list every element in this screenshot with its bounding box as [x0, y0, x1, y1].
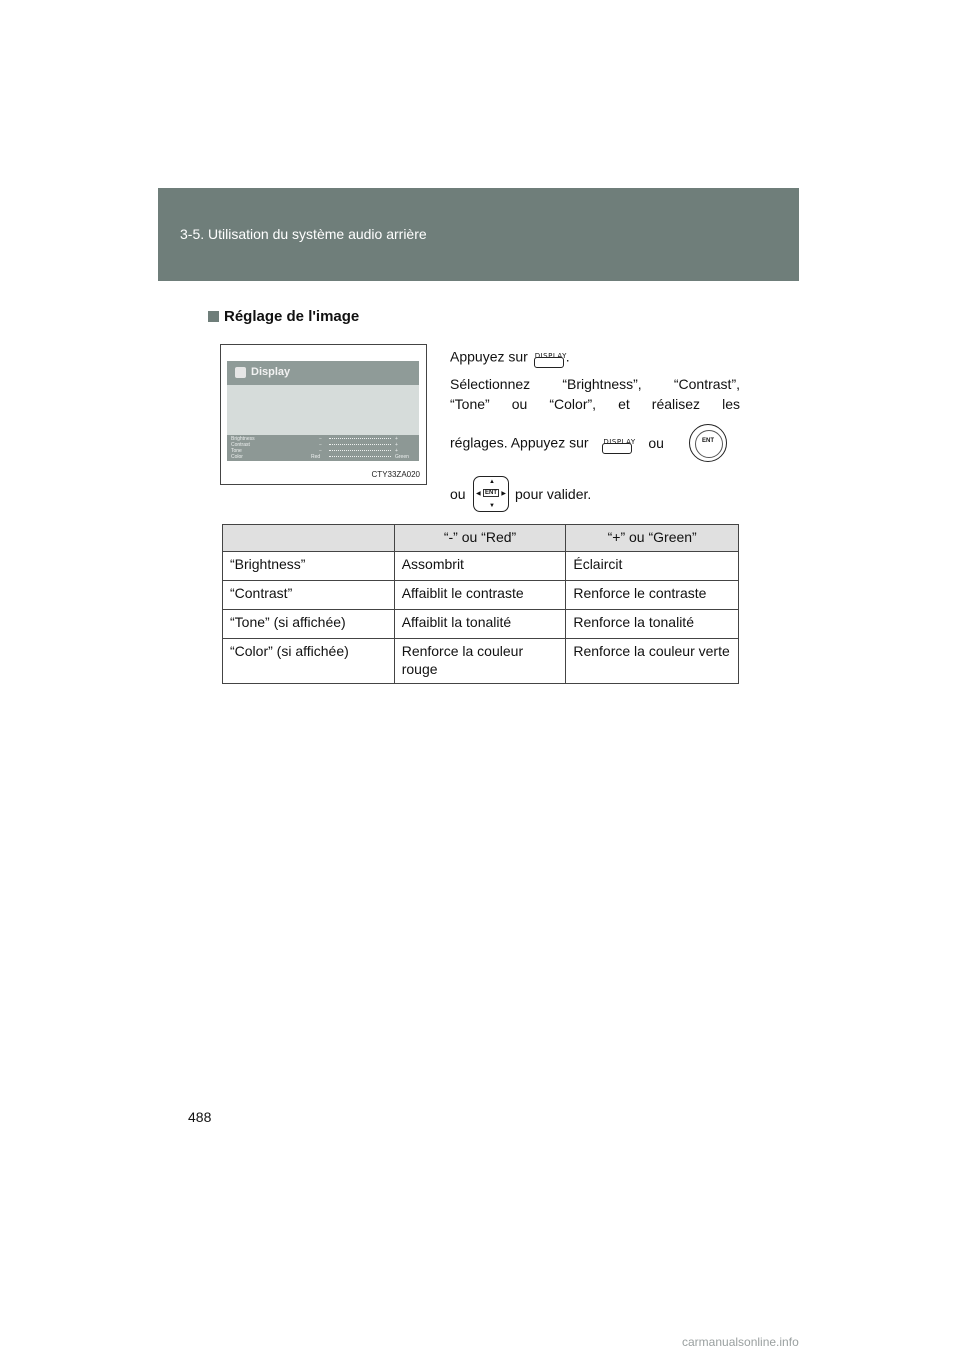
- minus-icon: −: [319, 448, 322, 454]
- table-cell: Affaiblit le contraste: [394, 581, 566, 610]
- table-cell: “Brightness”: [223, 552, 395, 581]
- table-header-cell: “+” ou “Green”: [566, 525, 739, 552]
- chapter-header: [158, 188, 799, 281]
- green-label: Green: [395, 454, 409, 460]
- table-cell: “Contrast”: [223, 581, 395, 610]
- display-button-icon: DISPLAY: [600, 432, 634, 456]
- settings-table: [222, 524, 739, 684]
- display-button-icon: DISPLAY: [532, 346, 566, 370]
- display-screen-illustration: [220, 344, 427, 485]
- instruction-para-line-3: réglages. Appuyez sur DISPLAY ou: [450, 432, 670, 456]
- table-header-cell: [223, 525, 395, 552]
- level-bar: [329, 444, 391, 447]
- red-label: Red: [311, 454, 321, 460]
- ent-dpad-icon: ▲ ▼ ◀ ▶ ENT: [473, 476, 509, 512]
- screen: [227, 361, 419, 461]
- table-cell: Affaiblit la tonalité: [394, 610, 566, 639]
- arrow-left-icon: ◀: [476, 491, 481, 497]
- table-header-row: [223, 525, 739, 552]
- ent-knob-icon: ENT: [689, 424, 727, 462]
- table-cell: Renforce la tonalité: [566, 610, 739, 639]
- screen-body: [227, 385, 419, 435]
- screen-row-contrast: Contrast − +: [231, 442, 398, 448]
- square-bullet-icon: [208, 311, 219, 322]
- screen-row-tone: Tone − +: [231, 448, 398, 454]
- table-header-cell: “-” ou “Red”: [394, 525, 566, 552]
- section-heading: [208, 308, 359, 325]
- table-cell: “Color” (si affichée): [223, 639, 395, 684]
- level-bar: [329, 438, 391, 441]
- table-cell: Éclaircit: [566, 552, 739, 581]
- instruction-line-1: Appuyez sur DISPLAY .: [450, 346, 740, 370]
- section-title: Réglage de l'image: [224, 308, 360, 325]
- instruction-line-4-end: pour valider.: [515, 486, 592, 502]
- instruction-line-4-start: ou: [450, 486, 466, 502]
- table-row: [223, 639, 739, 684]
- minus-icon: −: [319, 436, 322, 442]
- watermark[interactable]: carmanualsonline.info: [682, 1335, 799, 1349]
- screen-row-color: Color Red Green: [231, 454, 409, 460]
- arrow-up-icon: ▲: [489, 479, 495, 485]
- page-number: 488: [188, 1109, 212, 1125]
- display-icon: [235, 367, 246, 378]
- table-cell: Assombrit: [394, 552, 566, 581]
- table-row: [223, 581, 739, 610]
- table-row: [223, 552, 739, 581]
- screen-settings-list: [227, 435, 419, 461]
- table-cell: Renforce le contraste: [566, 581, 739, 610]
- figure-code: CTY33ZA020: [371, 470, 420, 479]
- table-cell: Renforce la couleur rouge: [394, 639, 566, 684]
- table-cell: Renforce la couleur verte: [566, 639, 739, 684]
- table-row: [223, 610, 739, 639]
- screen-title: Display: [251, 366, 291, 378]
- screen-row-brightness: Brightness − +: [231, 436, 398, 442]
- chapter-title: 3-5. Utilisation du système audio arrière: [180, 226, 427, 242]
- instruction-para-line-1: Sélectionnez “Brightness”, “Contrast”,: [450, 376, 740, 392]
- table-cell: “Tone” (si affichée): [223, 610, 395, 639]
- arrow-down-icon: ▼: [489, 503, 495, 509]
- minus-icon: −: [319, 442, 322, 448]
- arrow-right-icon: ▶: [501, 491, 506, 497]
- plus-icon: +: [395, 436, 398, 442]
- level-bar: [329, 456, 391, 459]
- level-bar: [329, 450, 391, 453]
- screen-title-bar: [227, 361, 419, 385]
- instruction-para-line-2: “Tone” ou “Color”, et réalisez les: [450, 396, 740, 412]
- plus-icon: +: [395, 442, 398, 448]
- plus-icon: +: [395, 448, 398, 454]
